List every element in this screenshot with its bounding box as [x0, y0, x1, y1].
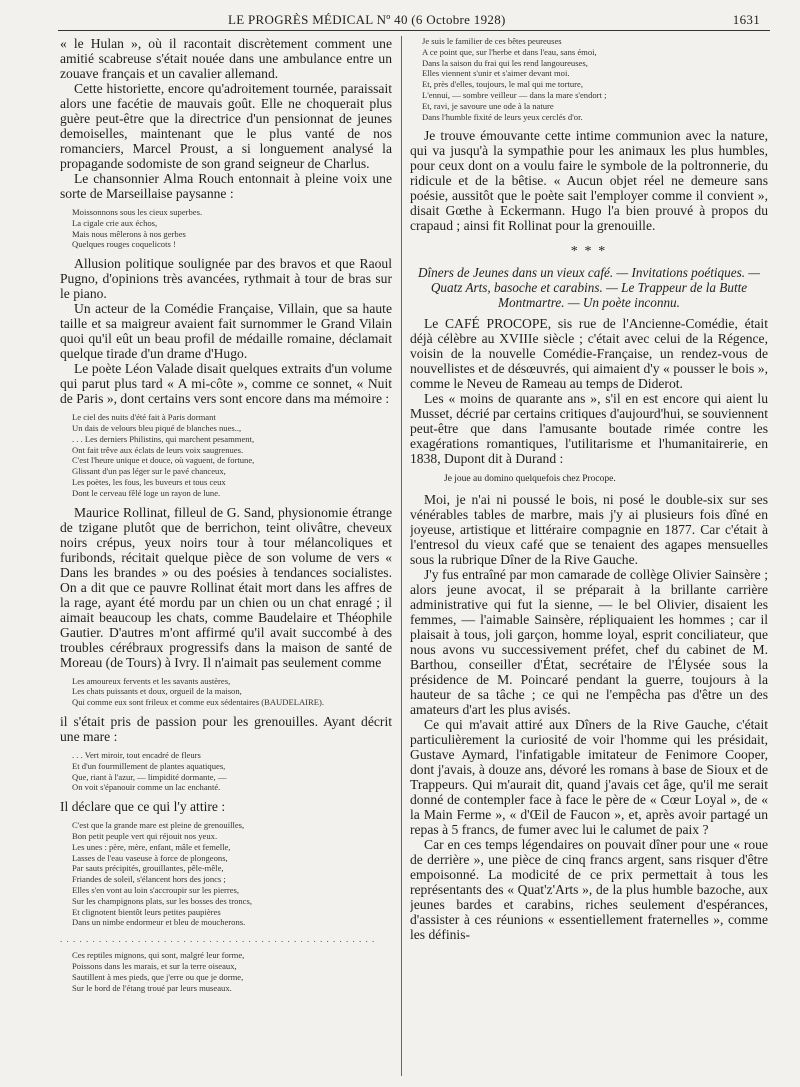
verse-line: C'est que la grande mare est pleine de grenouilles,: [72, 820, 245, 831]
verse-line: Un dais de velours bleu piqué de blanches nues..,: [72, 422, 242, 433]
paragraph: Maurice Rollinat, filleul de G. Sand, physionomie étrange de tzigane plutôt que de berrichon, teint olivâtre, cheveux noirs crépus, yeux noirs tour à tour mélancoliques et furibonds, récitait quelque pièce de son volume de vers « Dans les brandes » ou des poésies à tendances socialistes. On a dit que ce pauvre Rollinat était mort dans les affres de la rage, ayant été mordu par un chien ou un chat enragé ; il aimait beaucoup les chats, comme Baudelaire et Théophile Gautier. D'autres m'ont affirmé qu'il avait succombé à des troubles cérébraux progressifs dans la maison de santé de Moreau (de Tours) à Ivry. Il n'aimait pas seulement comme: [60, 504, 392, 670]
paragraph: « le Hulan », où il racontait discrètement comment une amitié scabreuse s'était nouée dans une ambulance entre un zouave français et un cavalier allemand.: [60, 36, 392, 81]
verse-line: Par sauts précipités, grouillantes, pêle-mêle,: [72, 863, 224, 874]
quoted-line: Je joue au domino quelquefois chez Procope.: [444, 474, 616, 485]
verse-line: Sur le bord de l'étang troué par leurs museaux.: [72, 982, 232, 993]
verse-line: Et, près d'elles, toujours, le mal qui me torture,: [422, 79, 583, 90]
verse-line: Les amoureux fervents et les savants austères,: [72, 675, 231, 686]
verse-line: Et d'un fourmillement de plantes aquatiques,: [72, 760, 226, 771]
verse-block: [410, 36, 768, 122]
journal-title: LE PROGRÈS MÉDICAL Nº 40 (6 Octobre 1928): [228, 12, 506, 27]
verse-line: Moissonnons sous les cieux superbes.: [72, 207, 203, 217]
paragraph: Le poète Léon Valade disait quelques extraits d'un volume qui parut plus tard « A mi-côte », comme ce sonnet, « Nuit de Paris », dont certains vers sont encore dans ma mémoire :: [60, 361, 392, 407]
verse-line: Mais nous mêlerons à nos gerbes: [72, 228, 186, 239]
left-column: [60, 36, 392, 1087]
section-heading: Dîners de Jeunes dans un vieux café. — Invitations poétiques. — Quatz Arts, basoche et carabins. — Le Trappeur de la Butte Montmartre. — Un poète inconnu.: [417, 265, 761, 311]
column-divider: [401, 36, 402, 1076]
paragraph: Les « moins de quarante ans », s'il en est encore qui aient lu Musset, décrié par certains critiques d'aujourd'hui, se souviennent peut-être que dans l'amusante boutade rimée contre les exagérations romantiques, l'utilitarisme et l'humanitairerie, en 1838, Dupont dit à Durand :: [410, 391, 768, 467]
verse-line: Et, ravi, je savoure une ode à la nature: [422, 100, 554, 111]
verse-line: La cigale crie aux échos,: [72, 217, 158, 228]
verse-block: [60, 750, 392, 793]
verse-line: A ce point que, sur l'herbe et dans l'eau, sans émoi,: [422, 46, 597, 57]
header-rule: [58, 30, 770, 31]
running-header: [60, 12, 760, 30]
ellipsis-separator: . . . . . . . . . . . . . . . . . . . . . . . . . . . . . . . . . . . . . . . . . . . . . . . . .: [60, 934, 376, 945]
verse-line: Sautillent à mes pieds, que j'erre ou que je dorme,: [72, 971, 244, 982]
verse-block: [60, 412, 392, 498]
paragraph: Car en ces temps légendaires on pouvait dîner pour une « roue de derrière », une pièce de cinq francs argent, sans risquer d'être empoisonné. La modicité de ce prix permettait à tous les représentants des « Quat'z'Arts », de la plus humble bazoche, aux jeunes bardes et carabins, riches seulement d'espérances, d'assister à ces réunions « essentiellement fraternelles », comme les définis-: [410, 837, 768, 943]
verse-line: Elles s'en vont au loin s'accroupir sur les pierres,: [72, 884, 240, 895]
verse-line: Le ciel des nuits d'été fait à Paris dormant: [72, 412, 216, 423]
verse-line: Ces reptiles mignons, qui sont, malgré leur forme,: [72, 950, 245, 961]
verse-line: Lasses de l'eau vaseuse à force de plongeons,: [72, 852, 228, 863]
right-column: [410, 36, 768, 1087]
paragraph: Cette historiette, encore qu'adroitement tournée, paraissait alors une facétie de mauvais goût. Elle ne choquerait plus guère peut-être que la directrice d'un pensionnat de jeunes demoiselles, maintenant que le plus vanté de nos romanciers, Marcel Proust, a si longuement analysé la propagande sodomiste de son grand seigneur de Charlus.: [60, 81, 392, 171]
paragraph: Il déclare que ce qui l'y attire :: [60, 799, 226, 815]
verse-line: Que, riant à l'azur, — limpidité dormante, —: [72, 771, 227, 782]
verse-line: C'est l'heure unique et douce, où vaguent, de fortune,: [72, 455, 255, 466]
verse-line: Glissant d'un pas léger sur le pavé chanceux,: [72, 466, 226, 477]
page-number: 1631: [732, 12, 760, 27]
verse-line: Dans un nimbe endormeur et bleu de moucherons.: [72, 917, 246, 928]
verse-line: Les poètes, les fous, les buveurs et tous ceux: [72, 476, 226, 487]
paragraph: J'y fus entraîné par mon camarade de collège Olivier Sainsère ; alors jeune avocat, il se préparait à la brillante carrière administrative qui fut la sienne, — le bel Olivier, disaient les femmes, — l'aimable Sainsère, répliquaient les hommes ; car il plaisait à tous, joli garçon, homme loyal, esprit conciliateur, que nous avons vu successivement préfet, chef du cabinet de M. Barthou, conseiller d'État, secrétaire de l'Élysée sous la présidence de M. Poincaré pendant la guerre, toujours à la hauteur de sa tâche ; ce qui ne l'empêcha pas d'être un des amateurs d'art les plus avisés.: [410, 567, 768, 718]
verse-block: [60, 950, 392, 993]
verse-line: Elles viennent s'unir et s'aimer devant moi.: [422, 68, 570, 79]
asterism: * * *: [570, 244, 608, 260]
verse-line: . . . Les derniers Philistins, qui marchent pesamment,: [72, 433, 255, 444]
verse-block: [60, 820, 392, 928]
verse-line: Sur les champignons plats, sur les bosses des troncs,: [72, 895, 252, 906]
paragraph: Moi, je n'ai ni poussé le bois, ni posé le double-six sur ses vénérables tables de marbre, mais j'y ai plusieurs fois dîné en joyeuse, artistique et littéraire compagnie en 1877. Car c'était à l'entresol du vieux café que se tenaient des agapes mensuelles sous la rubrique Dîner de la Rive Gauche.: [410, 492, 768, 568]
verse-line: . . . Vert miroir, tout encadré de fleurs: [72, 749, 201, 760]
verse-line: Dont le cerveau fêlé loge un rayon de lune.: [72, 487, 221, 498]
verse-line: Quelques rouges coquelicots !: [72, 239, 176, 250]
verse-line: L'ennui, — sombre veilleur — dans la mare s'endort ;: [422, 89, 607, 100]
paragraph: Je trouve émouvante cette intime communion avec la nature, qui va jusqu'à la sympathie pour les animaux les plus humbles, pour ceux dont on a voulu faire le symbole de la poltronnerie, du ridicule et de la bêtise. « Aucun objet réel ne demeure sans poésie, aussitôt que le poète sait l'employer comme il convient », disait Gœthe à Eckermann. Hugo l'a bien prouvé à propos du crapaud ; ainsi fit Rollinat pour la grenouille.: [410, 128, 768, 234]
verse-line: Et clignotent bientôt leurs petites paupières: [72, 906, 221, 917]
paragraph: Ce qui m'avait attiré aux Dîners de la Rive Gauche, c'était particulièrement la curiosité de voir l'homme qui les présidait, Gustave Aymard, l'infatigable imitateur de Fenimore Cooper, dont j'avais, à douze ans, dévoré les romans à base de Sioux et de Trappeurs. Qui m'aurait dit, quand j'avais cet âge, qu'il me serait donné de contempler face à face le père de « Cœur Loyal », de « la Main Ferme », « d'Œil de Faucon », et, après avoir partagé un repas à 5 francs, de fumer avec lui le calumet de paix ?: [410, 717, 768, 838]
verse-line: Les chats puissants et doux, orgueil de la maison,: [72, 686, 242, 697]
paragraph: il s'était pris de passion pour les grenouilles. Ayant décrit une mare :: [60, 713, 392, 744]
verse-line: Dans l'humble fixité de leurs yeux cerclés d'or.: [422, 111, 583, 122]
paragraph: Un acteur de la Comédie Française, Villain, que sa haute taille et sa maigreur avaient fait surnommer le Grand Vilain quoi qu'il eût un beau profil de médaille romaine, déclamait quelque tirade d'un drame d'Hugo.: [60, 301, 392, 362]
verse-block: [60, 207, 392, 250]
verse-line: Les unes : père, mère, enfant, mâle et femelle,: [72, 841, 231, 852]
paragraph: Le chansonnier Alma Rouch entonnait à pleine voix une sorte de Marseillaise paysanne :: [60, 171, 392, 201]
verse-line: Qui comme eux sont frileux et comme eux sédentaires (BAUDELAIRE).: [72, 697, 325, 708]
verse-line: Bon petit peuple vert qui réjouit nos yeux.: [72, 830, 218, 841]
verse-block: [60, 676, 392, 708]
verse-line: Poissons dans les marais, et sur la terre oiseaux,: [72, 960, 237, 971]
verse-line: On voit s'épanouir comme un lac enchanté.: [72, 782, 221, 793]
verse-line: Ont fait trêve aux éclats de leurs voix saugrenues.: [72, 444, 244, 455]
paragraph: Le CAFÉ PROCOPE, sis rue de l'Ancienne-Comédie, était déjà célèbre au XVIIIe siècle ; c'était avec celui de la Régence, voisin de la nouvelle Comédie-Française, un rendez-vous de nouvellistes et de désœuvrés, qui aimaient d'y « pousser le bois », comme le Neveu de Rameau au temps de Diderot.: [410, 316, 768, 392]
verse-line: Friandes de soleil, s'élancent hors des joncs ;: [72, 874, 226, 885]
paragraph: Allusion politique soulignée par des bravos et que Raoul Pugno, d'opinions très avancées, rythmait à tour de bras sur le piano.: [60, 256, 392, 302]
verse-line: Je suis le familier de ces bêtes peureuses: [422, 36, 562, 46]
verse-line: Dans la saison du frai qui les rend langoureuses,: [422, 57, 588, 68]
